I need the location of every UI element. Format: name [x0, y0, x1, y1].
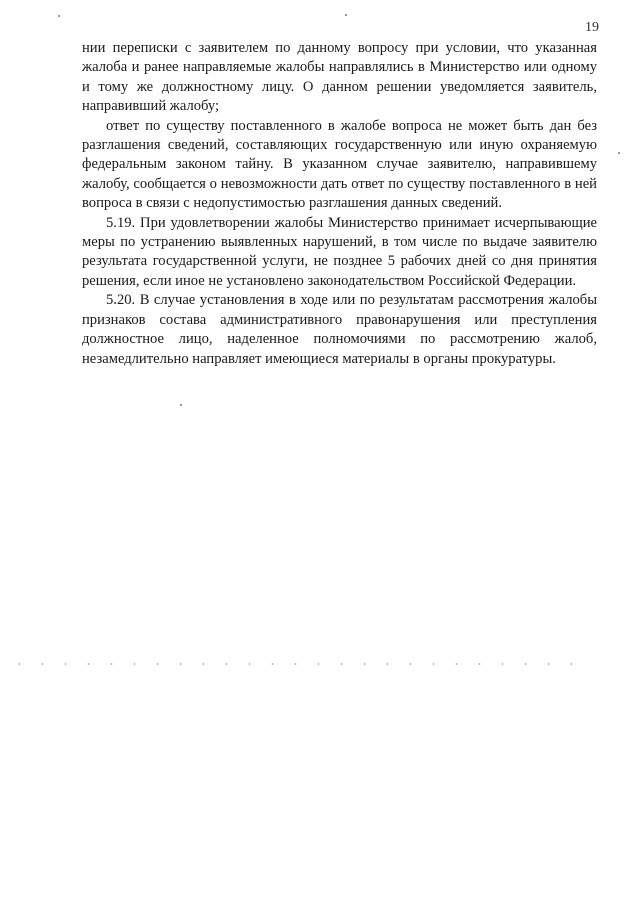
scan-speck	[180, 404, 182, 406]
scan-noise-line	[8, 663, 588, 665]
scan-speck	[58, 15, 60, 17]
scan-speck	[345, 14, 347, 16]
paragraph-5-20: 5.20. В случае установления в ходе или по результатам рассмотрения жалобы признаков состава административного правонарушения или преступления должностное лицо, наделенное полномочиями по рассмотрению жалоб, незамедлительно направляет имеющиеся материалы в органы прокуратуры.	[82, 292, 597, 367]
paragraph-continuation: нии переписки с заявителем по данному вопросу при условии, что указанная жалоба и ранее направляемые жалобы направлялись в Министерство или одному и тому же должностному лицу. О данном решении уведомляется заявитель, направивший жалобу;	[82, 40, 597, 115]
paragraph-5-19: 5.19. При удовлетворении жалобы Министерство принимает исчерпывающие меры по устранению выявленных нарушений, в том числе по выдаче заявителю результата государственной услуги, не позднее 5 рабочих дней со дня принятия решения, если иное не установлено законодательством Российской Федерации.	[82, 214, 597, 289]
document-body	[82, 39, 597, 369]
scan-speck	[618, 152, 620, 154]
paragraph-secrecy-clause: ответ по существу поставленного в жалобе вопроса не может быть дан без разглашения сведений, составляющих государственную или иную охраняемую федеральным законом тайну. В указанном случае заявителю, направившему жалобу, сообщается о невозможности дать ответ по существу поставленного в ней вопроса в связи с недопустимостью разглашения данных сведений.	[82, 117, 597, 212]
page-number: 19	[585, 20, 599, 35]
